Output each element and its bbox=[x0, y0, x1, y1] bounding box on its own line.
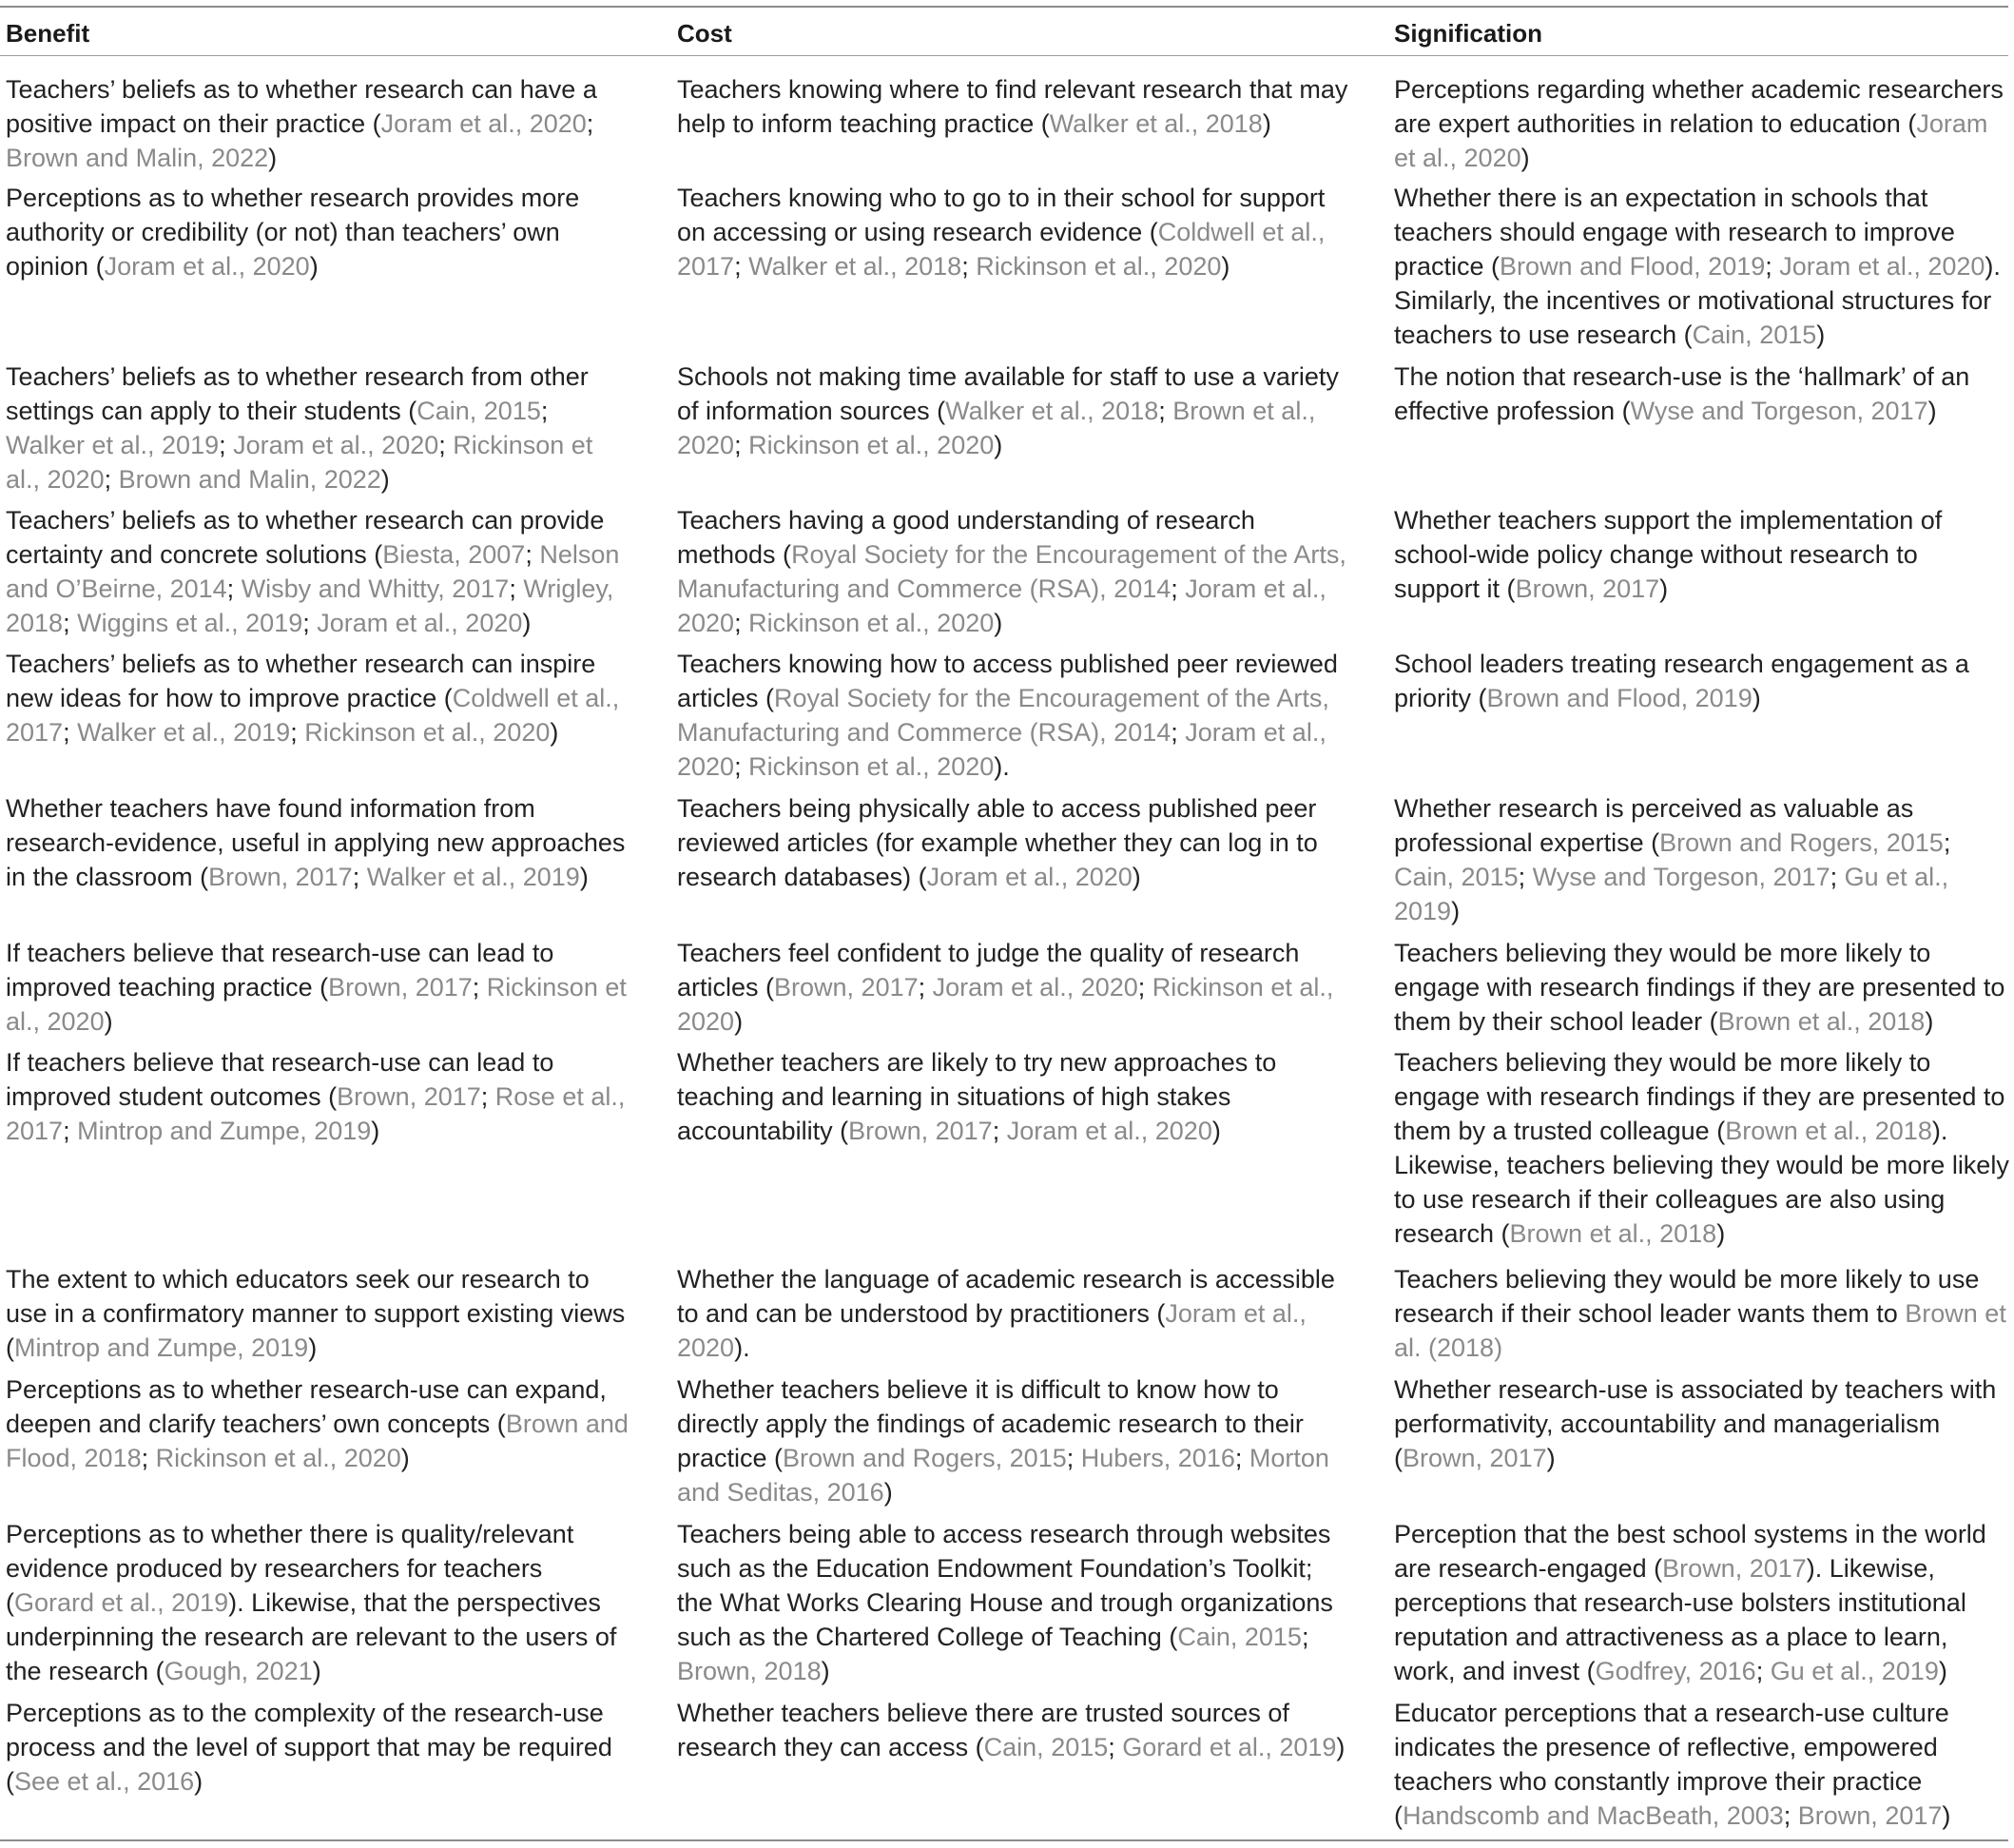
cell-text: ; bbox=[1301, 1623, 1309, 1651]
cell-text: ; bbox=[104, 465, 119, 494]
citation-link[interactable]: Brown et al., 2020 bbox=[677, 397, 1316, 459]
cell-text: ). Similarly, the incentives or motivational structures for teachers to use research ( bbox=[1394, 252, 2001, 349]
citation-link[interactable]: Cain, 2015 bbox=[1692, 321, 1817, 349]
citation-link[interactable]: Wyse and Torgeson, 2017 bbox=[1630, 397, 1928, 425]
citation-link[interactable]: Biesta, 2007 bbox=[382, 540, 526, 569]
cell-text: Whether research-use is associated by teachers with performativity, accountability and managerialism ( bbox=[1394, 1375, 1997, 1472]
cell-text: ; bbox=[1830, 863, 1845, 891]
cell-text: School leaders treating research engagement as a priority ( bbox=[1394, 650, 1969, 712]
cell-text: ) bbox=[1927, 397, 1937, 425]
citation-link[interactable]: Wisby and Whitty, 2017 bbox=[241, 574, 510, 603]
cell-text: Whether teachers support the implementation of school-wide policy change without research to support it ( bbox=[1394, 506, 1943, 603]
cell-text: ; bbox=[1943, 828, 1951, 857]
cell-signification bbox=[1394, 1696, 2010, 1833]
citation-link[interactable]: Cain, 2015 bbox=[1177, 1623, 1302, 1651]
cell-cost bbox=[677, 647, 1350, 784]
cell-text: ) bbox=[312, 1657, 321, 1685]
cell-text: Teachers believing they would be more likely to engage with research findings if they are presented to them by a trusted colleague ( bbox=[1394, 1048, 2005, 1145]
cell-text: ; bbox=[63, 718, 78, 747]
cell-text: ). Likewise, perceptions that research-use bolsters institutional reputation and attractiveness as a place to learn, work, and invest ( bbox=[1394, 1554, 1966, 1685]
cell-text: Teachers believing they would be more likely to engage with research findings if they are presented to them by their school leader ( bbox=[1394, 939, 2005, 1036]
cell-text: ) bbox=[1942, 1801, 1951, 1830]
cell-text: ; bbox=[290, 718, 305, 747]
citation-link[interactable]: Brown and Malin, 2022 bbox=[6, 144, 269, 172]
citation-link[interactable]: Brown, 2017 bbox=[208, 863, 353, 891]
citation-link[interactable]: Cain, 2015 bbox=[983, 1733, 1109, 1761]
cell-text: ; bbox=[1171, 718, 1186, 747]
cell-signification bbox=[1394, 647, 2010, 715]
cell-benefit bbox=[6, 1045, 633, 1148]
cell-text: The extent to which educators seek our research to use in a confirmatory manner to support existing views ( bbox=[6, 1265, 626, 1362]
cell-text: ) bbox=[380, 465, 390, 494]
header-signification: Signification bbox=[1394, 19, 1542, 48]
cell-text: Whether research is perceived as valuable as professional expertise ( bbox=[1394, 794, 1914, 857]
citation-link[interactable]: Rickinson et al., 2020 bbox=[748, 609, 995, 637]
cell-text: Teachers’ beliefs as to whether research can have a positive impact on their practice ( bbox=[6, 75, 597, 138]
cell-cost bbox=[677, 360, 1350, 462]
citation-link[interactable]: Brown, 2017 bbox=[328, 973, 473, 1002]
citation-link[interactable]: Coldwell et al., 2017 bbox=[6, 684, 620, 747]
citation-link[interactable]: Brown, 2017 bbox=[337, 1082, 481, 1111]
cell-text: ) bbox=[1659, 574, 1669, 603]
citation-link[interactable]: Morton and Seditas, 2016 bbox=[677, 1444, 1329, 1507]
cell-text: ; bbox=[438, 431, 454, 459]
cell-text: ; bbox=[1755, 1657, 1771, 1685]
cell-text: Educator perceptions that a research-use culture indicates the presence of reflective, empowered teachers who constantly improve their practice ( bbox=[1394, 1699, 1949, 1830]
citation-link[interactable]: Brown and Rogers, 2015 bbox=[1659, 828, 1944, 857]
cell-benefit bbox=[6, 181, 633, 283]
cell-text: ) bbox=[1716, 1219, 1726, 1248]
cell-cost bbox=[677, 1262, 1350, 1365]
citation-link[interactable]: Gorard et al., 2019 bbox=[1122, 1733, 1337, 1761]
cell-text: Whether teachers are likely to try new approaches to teaching and learning in situations of high stakes accountability ( bbox=[677, 1048, 1277, 1145]
cell-text: ; bbox=[63, 1117, 78, 1145]
cell-signification bbox=[1394, 503, 2010, 606]
cell-text: ; bbox=[1234, 1444, 1249, 1472]
cell-benefit bbox=[6, 72, 633, 175]
cell-text: ; bbox=[1108, 1733, 1123, 1761]
cell-cost bbox=[677, 72, 1350, 141]
citation-link[interactable]: Rickinson et al., 2020 bbox=[976, 252, 1222, 281]
cell-text: Teachers being able to access research through websites such as the Education Endowment Foundation’s Toolkit; the What Works Clearing House and trough organizations such as the Chartered College of Teaching ( bbox=[677, 1520, 1333, 1651]
citation-link[interactable]: Walker et al., 2018 bbox=[945, 397, 1159, 425]
citation-link[interactable]: Hubers, 2016 bbox=[1080, 1444, 1235, 1472]
citation-link[interactable]: Joram et al., 2020 bbox=[380, 109, 587, 138]
cell-text: Whether teachers have found information from research-evidence, useful in applying new approaches in the classroom ( bbox=[6, 794, 626, 891]
cell-signification bbox=[1394, 1045, 2010, 1251]
header-cost: Cost bbox=[677, 19, 732, 48]
citation-link[interactable]: Wyse and Torgeson, 2017 bbox=[1532, 863, 1830, 891]
citation-link[interactable]: Gu et al., 2019 bbox=[1394, 863, 1949, 925]
cell-cost bbox=[677, 1045, 1350, 1148]
citation-link[interactable]: Rickinson et al., 2020 bbox=[304, 718, 551, 747]
cell-signification bbox=[1394, 72, 2010, 175]
cell-text: ) bbox=[1221, 252, 1230, 281]
cell-text: ) bbox=[994, 431, 1003, 459]
citation-link[interactable]: Joram et al., 2020 bbox=[677, 718, 1327, 781]
cell-benefit bbox=[6, 1517, 633, 1688]
citation-link[interactable]: Brown, 2017 bbox=[848, 1117, 993, 1145]
header-benefit: Benefit bbox=[6, 19, 90, 48]
cell-text: ) bbox=[1546, 1444, 1556, 1472]
citation-link[interactable]: Walker et al., 2018 bbox=[1049, 109, 1263, 138]
cell-text: ) bbox=[994, 609, 1003, 637]
cell-signification bbox=[1394, 1372, 2010, 1475]
cell-benefit bbox=[6, 1372, 633, 1475]
cell-text: Perceptions regarding whether academic researchers are expert authorities in relation to education ( bbox=[1394, 75, 2004, 138]
cell-text: ). bbox=[734, 1333, 750, 1362]
cell-text: ; bbox=[525, 540, 540, 569]
citation-link[interactable]: Walker et al., 2019 bbox=[366, 863, 580, 891]
cell-text: ; bbox=[226, 574, 242, 603]
cell-text: ; bbox=[586, 109, 594, 138]
cell-text: ; bbox=[480, 1082, 495, 1111]
citation-link[interactable]: Gorard et al., 2019 bbox=[14, 1588, 229, 1617]
cell-text: ; bbox=[509, 574, 524, 603]
citation-link[interactable]: Mintrop and Zumpe, 2019 bbox=[77, 1117, 372, 1145]
citation-link[interactable]: Rickinson et al., 2020 bbox=[6, 431, 593, 494]
cell-text: ) bbox=[1925, 1007, 1934, 1036]
cell-text: Perceptions as to the complexity of the research-use process and the level of support that may be required ( bbox=[6, 1699, 612, 1796]
cell-text: ; bbox=[1518, 863, 1533, 891]
cell-text: ) bbox=[268, 144, 278, 172]
cell-text: Teachers feel confident to judge the quality of research articles ( bbox=[677, 939, 1300, 1002]
cell-text: ) bbox=[1520, 144, 1530, 172]
cell-cost bbox=[677, 181, 1350, 283]
citation-link[interactable]: Joram et al., 2020 bbox=[932, 973, 1138, 1002]
citation-link[interactable]: Gu et al., 2019 bbox=[1770, 1657, 1939, 1685]
cell-text: ) bbox=[1262, 109, 1271, 138]
cell-text: ; bbox=[734, 609, 749, 637]
cell-text: Whether teachers believe there are trusted sources of research they can access ( bbox=[677, 1699, 1289, 1761]
cell-text: ; bbox=[352, 863, 367, 891]
citation-link[interactable]: Joram et al., 2020 bbox=[233, 431, 439, 459]
cell-text: ; bbox=[961, 252, 977, 281]
citation-link[interactable]: Brown and Flood, 2018 bbox=[6, 1410, 629, 1472]
cell-text: ) bbox=[194, 1767, 203, 1796]
cell-text: Whether there is an expectation in schools that teachers should engage with research to improve practice ( bbox=[1394, 184, 1955, 281]
cell-text: ; bbox=[1171, 574, 1186, 603]
citation-link[interactable]: Godfrey, 2016 bbox=[1595, 1657, 1756, 1685]
table-top-rule bbox=[0, 6, 2008, 8]
cell-text: ; bbox=[734, 252, 749, 281]
cell-text: ) bbox=[1451, 897, 1461, 925]
cell-text: Whether teachers believe it is difficult to know how to directly apply the findings of academic research to their practice ( bbox=[677, 1375, 1304, 1472]
cell-cost bbox=[677, 503, 1350, 640]
cell-cost bbox=[677, 791, 1350, 894]
cell-text: ) bbox=[1938, 1657, 1947, 1685]
citation-link[interactable]: Handscomb and MacBeath, 2003 bbox=[1403, 1801, 1784, 1830]
citation-link[interactable]: Gough, 2021 bbox=[164, 1657, 313, 1685]
cell-signification bbox=[1394, 791, 2010, 928]
cell-benefit bbox=[6, 1262, 633, 1365]
citation-link[interactable]: Brown, 2018 bbox=[677, 1657, 822, 1685]
cell-text: Perceptions as to whether research provides more authority or credibility (or not) than teachers’ own opinion ( bbox=[6, 184, 580, 281]
citation-link[interactable]: Wiggins et al., 2019 bbox=[77, 609, 303, 637]
cell-text: ; bbox=[734, 431, 749, 459]
cell-text: ) bbox=[550, 718, 559, 747]
citation-link[interactable]: Walker et al., 2019 bbox=[6, 431, 220, 459]
cell-text: ) bbox=[883, 1478, 893, 1507]
cell-text: ; bbox=[302, 609, 318, 637]
cell-text: ) bbox=[104, 1007, 113, 1036]
citation-link[interactable]: Rose et al., 2017 bbox=[6, 1082, 626, 1145]
cell-text: ) bbox=[579, 863, 589, 891]
cell-text: Whether the language of academic research is accessible to and can be understood by practitioners ( bbox=[677, 1265, 1335, 1328]
citation-link[interactable]: Brown, 2017 bbox=[1403, 1444, 1547, 1472]
citation-link[interactable]: Joram et al., 2020 bbox=[926, 863, 1133, 891]
citation-link[interactable]: Brown et al., 2018 bbox=[1725, 1117, 1932, 1145]
cell-signification bbox=[1394, 181, 2010, 352]
cell-text: ; bbox=[472, 973, 487, 1002]
cell-text: ; bbox=[1158, 397, 1173, 425]
citation-link[interactable]: Royal Society for the Encouragement of the Arts, Manufacturing and Commerce (RSA), 2014 bbox=[677, 684, 1329, 747]
cell-text: ; bbox=[141, 1444, 156, 1472]
citation-link[interactable]: Rickinson et al., 2020 bbox=[6, 973, 627, 1036]
cell-text: ) bbox=[371, 1117, 380, 1145]
citation-link[interactable]: Mintrop and Zumpe, 2019 bbox=[14, 1333, 309, 1362]
cell-cost bbox=[677, 1517, 1350, 1688]
cell-benefit bbox=[6, 791, 633, 894]
cell-cost bbox=[677, 1696, 1350, 1764]
cell-text: ) bbox=[309, 252, 319, 281]
citation-link[interactable]: Wrigley, 2018 bbox=[6, 574, 614, 637]
cell-text: Schools not making time available for staff to use a variety of information sources ( bbox=[677, 362, 1339, 425]
cell-text: ; bbox=[1765, 252, 1780, 281]
cell-benefit bbox=[6, 360, 633, 496]
citation-link[interactable]: Rickinson et al., 2020 bbox=[748, 431, 995, 459]
citation-link[interactable]: Brown and Flood, 2019 bbox=[1500, 252, 1766, 281]
cell-cost bbox=[677, 936, 1350, 1039]
cell-text: If teachers believe that research-use can lead to improved teaching practice ( bbox=[6, 939, 554, 1002]
citation-link[interactable]: Rickinson et al., 2020 bbox=[677, 973, 1334, 1036]
cell-text: Teachers being physically able to access published peer reviewed articles (for example whether they can log in to research databases) ( bbox=[677, 794, 1318, 891]
cell-text: ). Likewise, teachers believing they would be more likely to use research if their colleagues are also using research ( bbox=[1394, 1117, 2009, 1248]
cell-text: ; bbox=[540, 397, 549, 425]
table-bottom-rule bbox=[0, 1839, 2008, 1841]
cell-text: ; bbox=[1783, 1801, 1798, 1830]
citation-link[interactable]: Coldwell et al., 2017 bbox=[677, 218, 1326, 281]
citation-link[interactable]: Walker et al., 2019 bbox=[77, 718, 291, 747]
citation-link[interactable]: Royal Society for the Encouragement of the Arts, Manufacturing and Commerce (RSA), 2014 bbox=[677, 540, 1346, 603]
cell-text: Teachers having a good understanding of research methods ( bbox=[677, 506, 1255, 569]
cell-signification bbox=[1394, 1262, 2010, 1365]
cell-benefit bbox=[6, 647, 633, 749]
cell-text: ) bbox=[400, 1444, 410, 1472]
cell-text: ; bbox=[63, 609, 78, 637]
citation-link[interactable]: Joram et al., 2020 bbox=[317, 609, 523, 637]
cell-text: ) bbox=[821, 1657, 830, 1685]
cell-text: ) bbox=[1336, 1733, 1346, 1761]
cell-text: ) bbox=[1132, 863, 1141, 891]
citation-link[interactable]: Joram et al., 2020 bbox=[1394, 109, 1988, 172]
cell-benefit bbox=[6, 1696, 633, 1799]
cell-text: ; bbox=[219, 431, 234, 459]
cell-signification bbox=[1394, 360, 2010, 428]
cell-text: ; bbox=[1066, 1444, 1081, 1472]
citation-link[interactable]: Brown, 2017 bbox=[1662, 1554, 1807, 1583]
citation-link[interactable]: Rickinson et al., 2020 bbox=[748, 752, 995, 781]
header-rule bbox=[0, 55, 2008, 56]
citation-link[interactable]: Brown and Rogers, 2015 bbox=[783, 1444, 1067, 1472]
cell-text: ; bbox=[734, 752, 749, 781]
cell-text: ) bbox=[734, 1007, 744, 1036]
citation-link[interactable]: Joram et al., 2020 bbox=[677, 574, 1327, 637]
citation-link[interactable]: Brown, 2017 bbox=[774, 973, 919, 1002]
cell-text: Teachers’ beliefs as to whether research can inspire new ideas for how to improve practice ( bbox=[6, 650, 596, 712]
cell-benefit bbox=[6, 936, 633, 1039]
cell-text: Perceptions as to whether there is quality/relevant evidence produced by researchers for teachers ( bbox=[6, 1520, 574, 1617]
cell-signification bbox=[1394, 1517, 2010, 1688]
citation-link[interactable]: Joram et al., 2020 bbox=[1779, 252, 1985, 281]
cell-text: Teachers believing they would be more likely to use research if their school leader wants them to bbox=[1394, 1265, 1980, 1328]
cell-text: ) bbox=[1211, 1117, 1221, 1145]
cell-text: Perceptions as to whether research-use can expand, deepen and clarify teachers’ own concepts ( bbox=[6, 1375, 607, 1438]
citation-link[interactable]: Cain, 2015 bbox=[416, 397, 541, 425]
citation-link[interactable]: Nelson and O’Beirne, 2014 bbox=[6, 540, 620, 603]
citation-link[interactable]: Cain, 2015 bbox=[1394, 863, 1519, 891]
cell-text: If teachers believe that research-use can lead to improved student outcomes ( bbox=[6, 1048, 554, 1111]
cell-text: ) bbox=[1816, 321, 1826, 349]
cell-text: Teachers knowing where to find relevant research that may help to inform teaching practice ( bbox=[677, 75, 1348, 138]
citation-link[interactable]: Brown et al., 2018 bbox=[1717, 1007, 1926, 1036]
cell-signification bbox=[1394, 936, 2010, 1039]
cell-text: Teachers’ beliefs as to whether research can provide certainty and concrete solutions ( bbox=[6, 506, 605, 569]
citation-link[interactable]: See et al., 2016 bbox=[14, 1767, 195, 1796]
cell-text: ; bbox=[1137, 973, 1152, 1002]
citation-link[interactable]: Rickinson et al., 2020 bbox=[155, 1444, 401, 1472]
citation-link[interactable]: Brown and Malin, 2022 bbox=[118, 465, 381, 494]
citation-link[interactable]: Brown, 2017 bbox=[1797, 1801, 1943, 1830]
cell-text: ; bbox=[918, 973, 933, 1002]
cell-text: ) bbox=[1752, 684, 1761, 712]
cell-text: ). Likewise, that the perspectives underpinning the research are relevant to the users of the research ( bbox=[6, 1588, 617, 1685]
cell-benefit bbox=[6, 503, 633, 640]
cell-text: ) bbox=[522, 609, 532, 637]
citation-link[interactable]: Walker et al., 2018 bbox=[748, 252, 962, 281]
cell-text: Teachers knowing how to access published peer reviewed articles ( bbox=[677, 650, 1338, 712]
cell-text: Perception that the best school systems in the world are research-engaged ( bbox=[1394, 1520, 1986, 1583]
cell-text: ; bbox=[992, 1117, 1007, 1145]
citation-link[interactable]: Joram et al., 2020 bbox=[104, 252, 310, 281]
cell-text: ). bbox=[994, 752, 1010, 781]
citation-link[interactable]: Brown et al. (2018) bbox=[1394, 1299, 2006, 1362]
cell-text: The notion that research-use is the ‘hallmark’ of an effective profession ( bbox=[1394, 362, 1970, 425]
cell-text: Teachers’ beliefs as to whether research from other settings can apply to their students ( bbox=[6, 362, 589, 425]
cell-text: ) bbox=[308, 1333, 318, 1362]
cell-cost bbox=[677, 1372, 1350, 1509]
citation-link[interactable]: Brown and Flood, 2019 bbox=[1486, 684, 1753, 712]
cell-text: Teachers knowing who to go to in their school for support on accessing or using research evidence ( bbox=[677, 184, 1326, 246]
citation-link[interactable]: Joram et al., 2020 bbox=[1006, 1117, 1212, 1145]
citation-link[interactable]: Brown, 2017 bbox=[1515, 574, 1660, 603]
citation-link[interactable]: Joram et al., 2020 bbox=[677, 1299, 1307, 1362]
citation-link[interactable]: Brown et al., 2018 bbox=[1509, 1219, 1717, 1248]
